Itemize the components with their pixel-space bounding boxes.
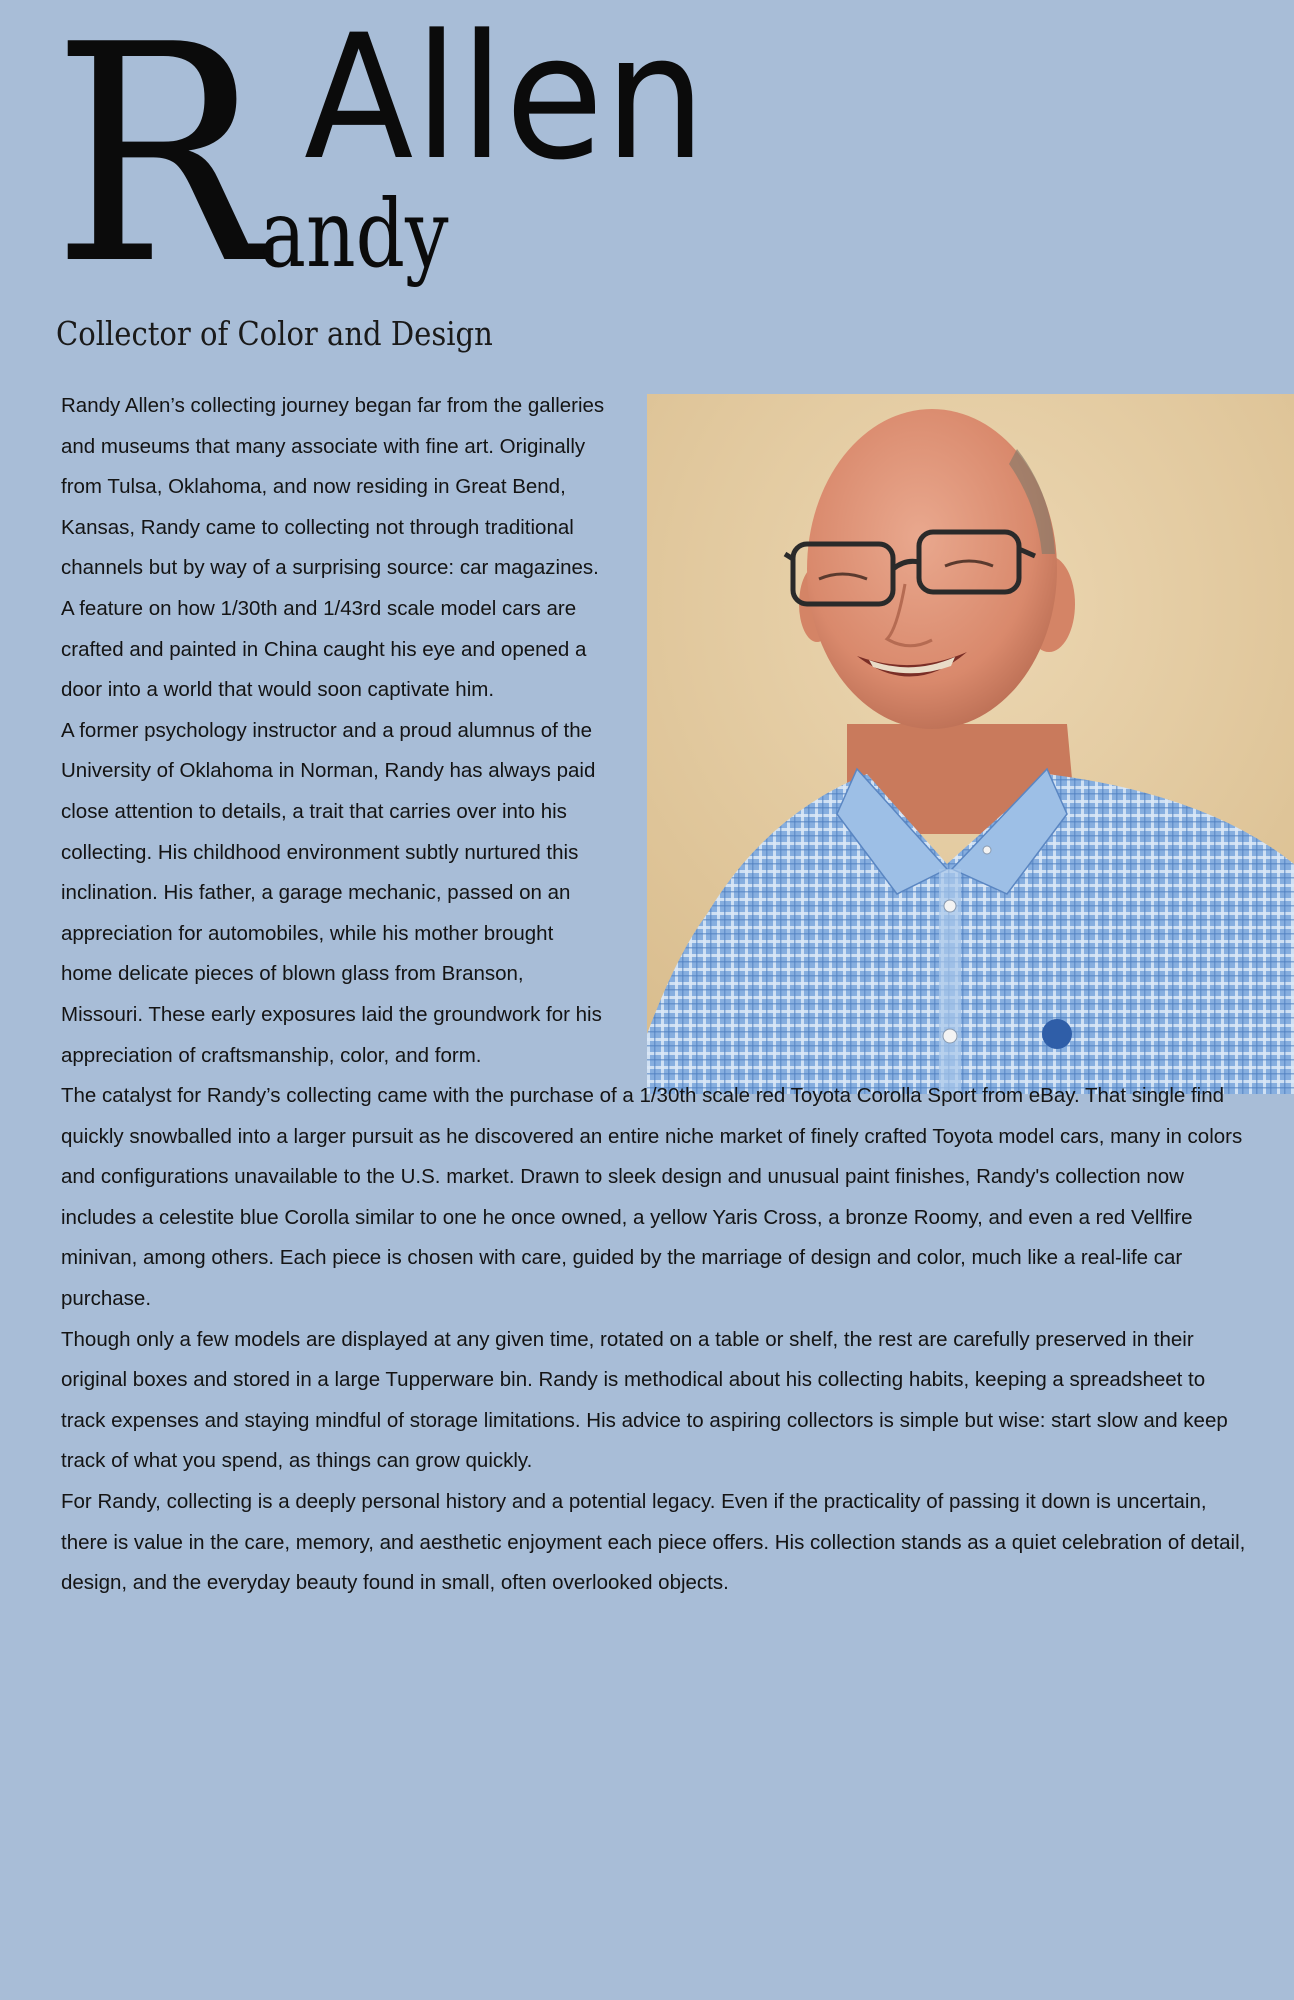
page-subtitle: Collector of Color and Design (56, 314, 493, 353)
title-surname: Allen (304, 0, 707, 198)
article-body (61, 386, 1251, 1604)
title-firstname: andy (260, 180, 449, 289)
article-paragraph-4: Though only a few models are displayed at any given time, rotated on a table or shelf, the rest are carefully preserved in their original boxes and stored in a large Tupperware bin. Randy is methodical about his collecting habits, keeping a spreadsheet to track expenses and staying mindful of storage limitations. His advice to aspiring collectors is simple but wise: start slow and keep track of what you spend, as things can grow quickly. (61, 1327, 1228, 1473)
article-paragraph-3: The catalyst for Randy’s collecting came with the purchase of a 1/30th scale red Toyota Corolla Sport from eBay. That single find quickly snowballed into a larger pursuit as he discovered an entire niche market of finely crafted Toyota model cars, many in colors and configurations unavailable to the U.S. market. Drawn to sleek design and unusual paint finishes, Randy's collection now includes a celestite blue Corolla similar to one he once owned, a yellow Yaris Cross, a bronze Roomy, and even a red Vellfire minivan, among others. Each piece is chosen with care, guided by the marriage of design and color, much like a real-life car purchase. (61, 1084, 1243, 1311)
article-paragraph-2: A former psychology instructor and a proud alumnus of the University of Oklahoma in Norman, Randy has always paid close attention to details, a trait that carries over into his collecting. His childhood environment subtly nurtured this inclination. His father, a garage mechanic, passed on an appreciation for automobiles, while his mother brought home delicate pieces of blown glass from Branson, Missouri. These early exposures laid the groundwork for his appreciation of craftsmanship, color, and form. (61, 718, 602, 1067)
title-initial-letter: R (52, 0, 261, 330)
article-paragraph-5: For Randy, collecting is a deeply personal history and a potential legacy. Even if the practicality of passing it down is uncertain, there is value in the care, memory, and aesthetic enjoyment each piece offers. His collection stands as a quiet celebration of detail, design, and the everyday beauty found in small, often overlooked objects. (61, 1490, 1246, 1595)
article-paragraph-1: Randy Allen’s collecting journey began far from the galleries and museums that many associate with fine art. Originally from Tulsa, Oklahoma, and now residing in Great Bend, Kansas, Randy came to collecting not through traditional channels but by way of a surprising source: car magazines. A feature on how 1/30th and 1/43rd scale model cars are crafted and painted in China caught his eye and opened a door into a world that would soon captivate him. (61, 394, 605, 702)
